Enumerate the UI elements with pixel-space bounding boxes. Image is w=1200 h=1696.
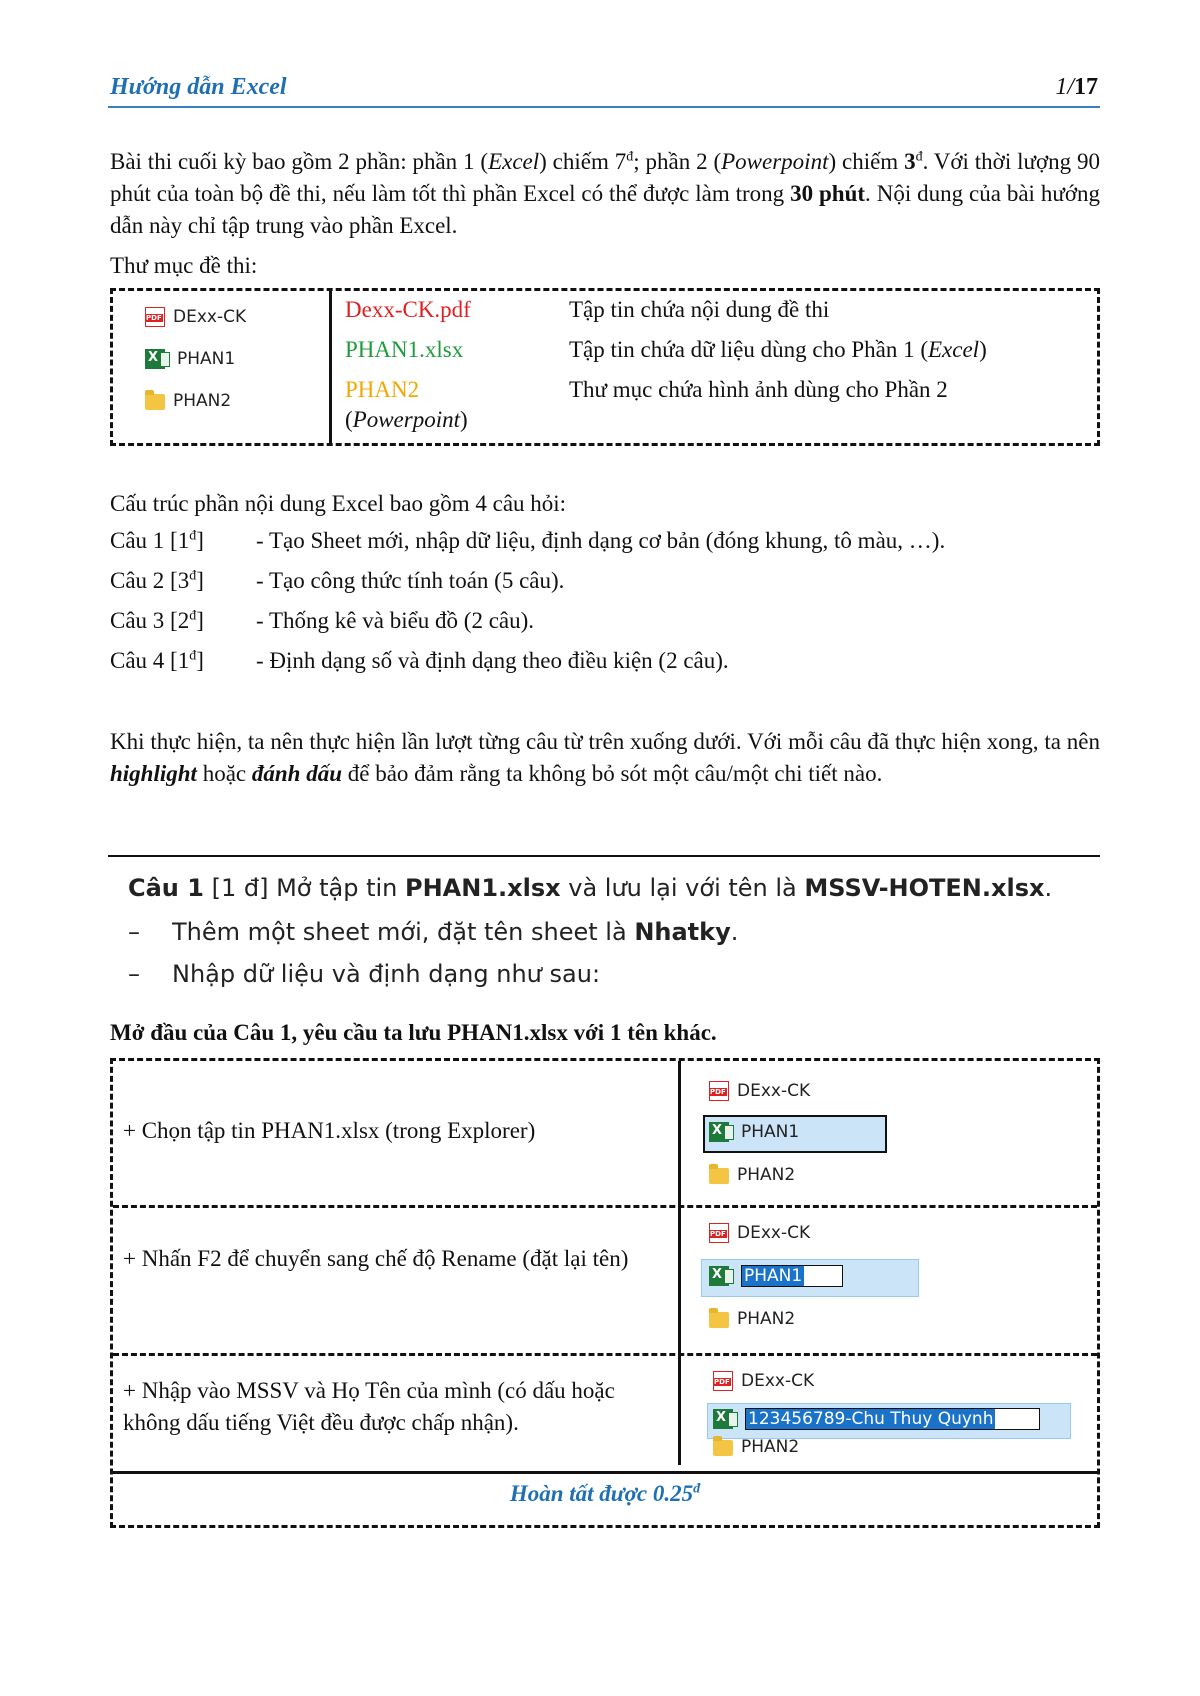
q-label-text: Câu 4 [1 — [110, 648, 190, 673]
structure-heading: Cấu trúc phần nội dung Excel bao gồm 4 câu hỏi: — [110, 491, 567, 516]
intro-text: . Nội dung của bài hướng dẫn này chỉ tập trung vào phần Excel. — [110, 181, 1100, 238]
sub-text: ) — [460, 407, 468, 432]
q-label-close: ] — [196, 648, 204, 673]
file-desc-pdf: Tập tin chứa nội dung đề thi — [569, 297, 830, 322]
step-row-3 — [113, 1353, 1097, 1474]
excel-icon — [145, 349, 165, 369]
excel-icon — [713, 1409, 733, 1429]
pdf-icon — [713, 1371, 733, 1391]
point-sup: đ — [693, 1481, 701, 1497]
point-sup: đ — [189, 608, 197, 624]
intro-text: ) chiếm 7 — [539, 149, 627, 174]
step-text: + Chọn tập tin PHAN1.xlsx (trong Explorer) — [123, 1118, 536, 1143]
bullet-end: . — [730, 918, 739, 946]
advice-text: để bảo đảm rằng ta không bỏ sót một câu/một chi tiết nào. — [341, 761, 883, 786]
folder-box-divider — [329, 291, 332, 443]
intro-text: . Với thời lượng 90 phút của toàn bộ đề thi, nếu làm tốt thì phần Excel có thể được làm trong — [110, 149, 1100, 206]
sub-text: ( — [345, 407, 353, 432]
folder-icon — [709, 1168, 729, 1184]
file-name-folder-sub — [345, 407, 468, 433]
steps-heading: Mở đầu của Câu 1, yêu cầu ta lưu PHAN1.xlsx với 1 tên khác. — [110, 1020, 717, 1045]
explorer-item-xlsx-selected[interactable] — [709, 1122, 799, 1142]
explorer-item-label: DExx-CK — [741, 1371, 815, 1391]
rename-input[interactable] — [741, 1265, 843, 1287]
rename-input[interactable] — [745, 1408, 1040, 1430]
advice-paragraph — [110, 726, 1100, 790]
steps-table — [110, 1058, 1100, 1528]
desc-text: Tập tin chứa dữ liệu dùng cho Phần 1 ( — [569, 337, 928, 362]
question-label — [110, 608, 204, 634]
intro-30-min: 30 phút — [790, 181, 866, 206]
bullet-text: Thêm một sheet mới, đặt tên sheet là — [172, 918, 635, 946]
bullet-text: Nhập dữ liệu và định dạng như sau: — [172, 960, 601, 988]
explorer-item-pdf — [145, 307, 246, 327]
intro-powerpoint: Powerpoint — [721, 149, 829, 174]
advice-mark: đánh dấu — [251, 761, 342, 786]
folder-icon — [713, 1440, 733, 1456]
explorer-item-pdf — [709, 1223, 810, 1243]
explorer-item-label: PHAN2 — [737, 1165, 796, 1185]
cau1-text: [1 đ] Mở tập tin — [203, 874, 405, 902]
intro-paragraph — [110, 146, 1100, 242]
file-name-xlsx: PHAN1.xlsx — [345, 337, 464, 362]
cau1-bullet — [128, 960, 600, 988]
explorer-item-label: PHAN2 — [737, 1309, 796, 1329]
point-sup: đ — [189, 528, 197, 544]
file-name-pdf: Dexx-CK.pdf — [345, 297, 471, 322]
explorer-item-label: PHAN2 — [173, 391, 232, 411]
sub-powerpoint: Powerpoint — [352, 407, 461, 432]
file-name-folder: PHAN2 — [345, 377, 420, 402]
header-rule — [108, 106, 1100, 108]
intro-three: 3 — [904, 149, 916, 174]
intro-text: ; phần 2 ( — [633, 149, 722, 174]
cau1-text: và lưu lại với tên là — [560, 874, 805, 902]
bullet-dash: – — [128, 960, 140, 988]
explorer-item-label: PHAN1 — [741, 1122, 800, 1142]
question-label — [110, 528, 204, 554]
explorer-item-label: DExx-CK — [173, 307, 247, 327]
steps-footer — [113, 1471, 1097, 1525]
explorer-item-label: DExx-CK — [737, 1223, 811, 1243]
explorer-item-folder — [709, 1165, 795, 1185]
excel-icon — [709, 1122, 729, 1142]
cau1-label: Câu 1 — [128, 874, 204, 902]
q-label-close: ] — [196, 608, 204, 633]
q-label-text: Câu 2 [3 — [110, 568, 190, 593]
explorer-item-label: PHAN2 — [741, 1437, 800, 1457]
file-desc-xlsx — [569, 337, 987, 363]
footer-text: Hoàn tất được 0.25 — [509, 1481, 694, 1506]
explorer-item-folder — [145, 391, 231, 411]
question-text: - Tạo công thức tính toán (5 câu). — [256, 568, 565, 593]
intro-excel: Excel — [488, 149, 540, 174]
question-text: - Định dạng số và định dạng theo điều kiện (2 câu). — [256, 648, 729, 673]
advice-highlight: highlight — [110, 761, 197, 786]
intro-text: ) chiếm — [828, 149, 905, 174]
step-row-2 — [113, 1205, 1097, 1356]
rename-selected-text: PHAN1 — [744, 1266, 803, 1286]
page-separator: / — [1067, 74, 1074, 100]
bullet-dash: – — [128, 918, 140, 946]
question-text: - Thống kê và biểu đồ (2 câu). — [256, 608, 535, 633]
excel-icon — [709, 1266, 729, 1286]
explorer-item-pdf — [713, 1371, 814, 1391]
header-title: Hướng dẫn Excel — [110, 74, 287, 100]
q-label-text: Câu 1 [1 — [110, 528, 190, 553]
pdf-icon — [709, 1081, 729, 1101]
cau1-file: PHAN1.xlsx — [405, 874, 561, 902]
page-current: 1 — [1055, 74, 1068, 100]
question-label — [110, 568, 204, 594]
point-sup: đ — [915, 149, 923, 165]
q-label-close: ] — [196, 568, 204, 593]
step-text: + Nhập vào MSSV và Họ Tên của mình (có dấu hoặc không dấu tiếng Việt đều được chấp nhận). — [123, 1378, 615, 1435]
explorer-item-label: PHAN1 — [177, 349, 236, 369]
step-row-1 — [113, 1061, 1097, 1208]
page-number — [1055, 74, 1098, 101]
rename-selected-text: 123456789-Chu Thuy Quynh — [748, 1409, 994, 1429]
bullet-bold: Nhatky — [634, 918, 731, 946]
folder-icon — [709, 1312, 729, 1328]
cau1-newname: MSSV-HOTEN.xlsx — [804, 874, 1045, 902]
q-label-close: ] — [196, 528, 204, 553]
folder-label: Thư mục đề thi: — [110, 253, 258, 278]
explorer-item-label: DExx-CK — [737, 1081, 811, 1101]
advice-text: Khi thực hiện, ta nên thực hiện lần lượt từng câu từ trên xuống dưới. Với mỗi câu đã thực hiện xong, ta nên — [110, 729, 1100, 754]
section-separator — [108, 855, 1100, 857]
explorer-item-pdf — [709, 1081, 810, 1101]
advice-text: hoặc — [196, 761, 252, 786]
cau1-text: . — [1044, 874, 1053, 902]
cau1-title — [128, 874, 1052, 902]
pdf-icon — [145, 307, 165, 327]
point-sup: đ — [626, 149, 634, 165]
point-sup: đ — [189, 648, 197, 664]
pdf-icon — [709, 1223, 729, 1243]
question-label — [110, 648, 204, 674]
intro-text: Bài thi cuối kỳ bao gồm 2 phần: phần 1 ( — [110, 149, 489, 174]
explorer-item-folder — [709, 1309, 795, 1329]
folder-icon — [145, 394, 165, 410]
file-desc-folder: Thư mục chứa hình ảnh dùng cho Phần 2 — [569, 377, 948, 402]
page-total: 17 — [1074, 74, 1098, 100]
q-label-text: Câu 3 [2 — [110, 608, 190, 633]
explorer-item-folder — [713, 1437, 799, 1457]
point-sup: đ — [189, 568, 197, 584]
explorer-item-xlsx — [145, 349, 235, 369]
rename-field[interactable] — [713, 1408, 1040, 1430]
rename-field[interactable] — [709, 1265, 843, 1287]
desc-text: ) — [979, 337, 987, 362]
folder-box — [110, 288, 1100, 446]
question-text: - Tạo Sheet mới, nhập dữ liệu, định dạng cơ bản (đóng khung, tô màu, …). — [256, 528, 946, 553]
desc-excel: Excel — [928, 337, 980, 362]
step-text: + Nhấn F2 để chuyển sang chế độ Rename (đặt lại tên) — [123, 1246, 629, 1271]
cau1-bullet — [128, 918, 738, 946]
